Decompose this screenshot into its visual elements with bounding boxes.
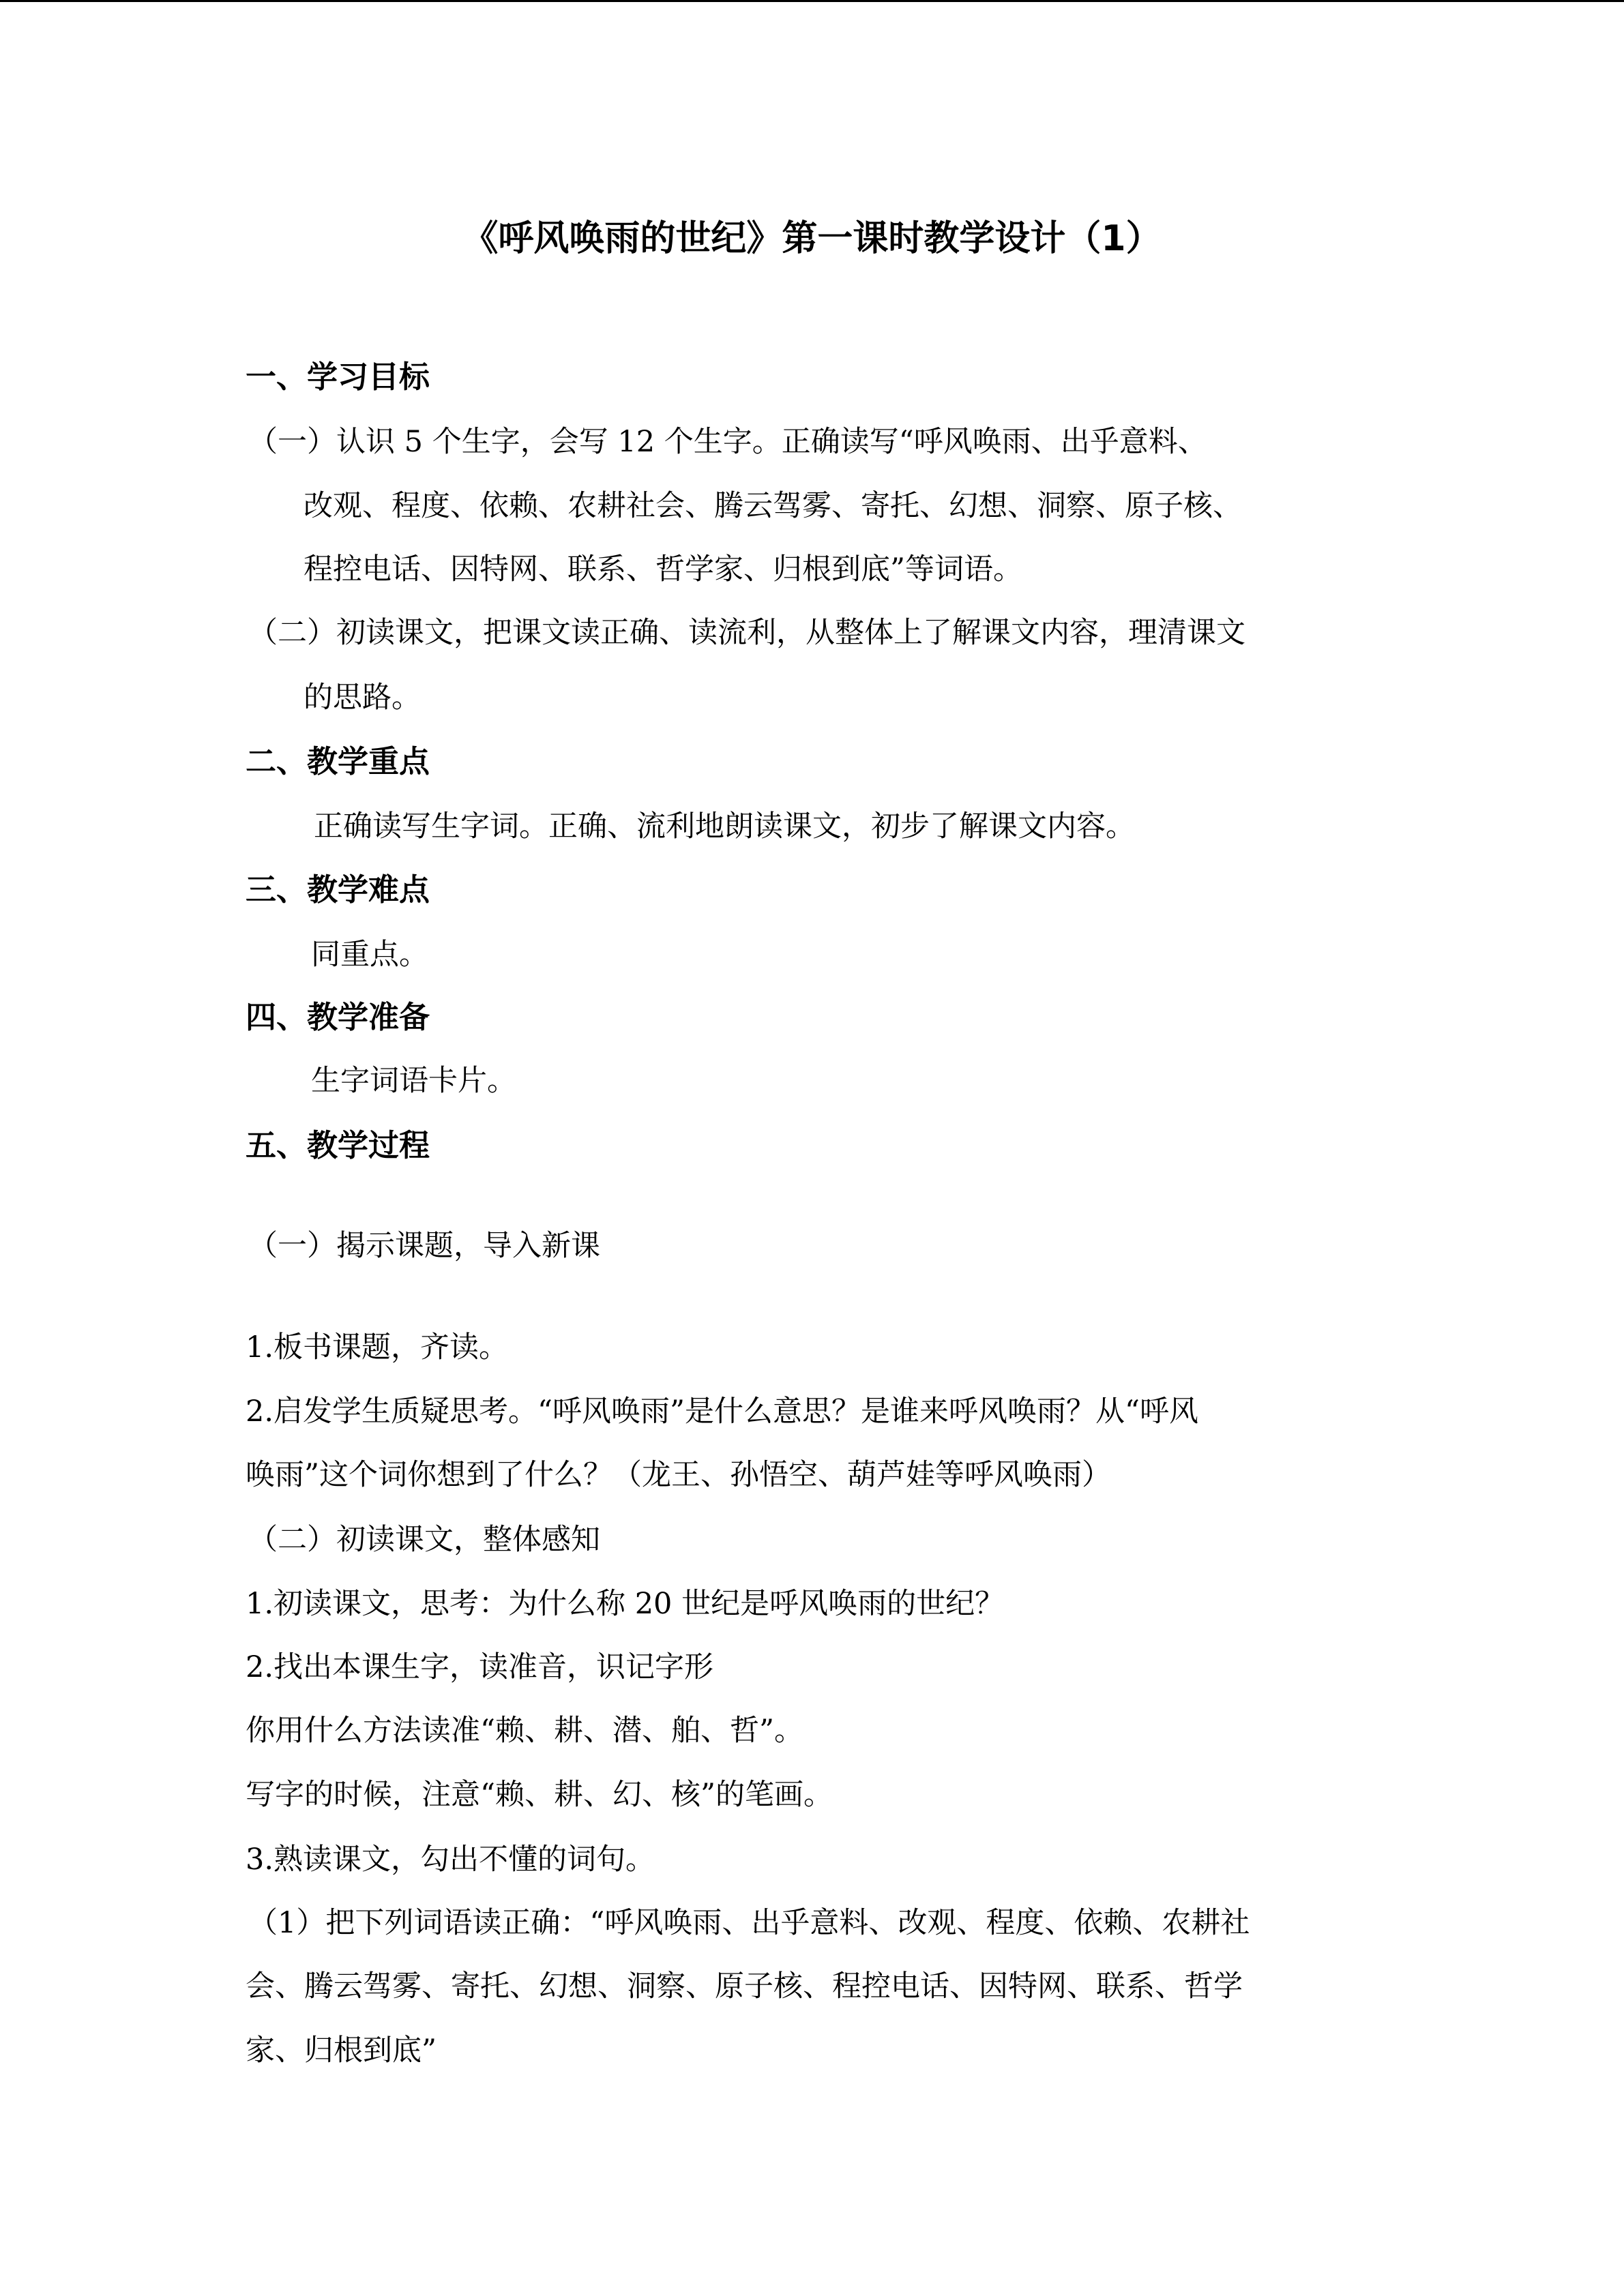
process-part-2-step-2-a: 你用什么方法读准“赖、耕、潜、舶、哲”。 xyxy=(246,1714,803,1748)
process-step-1: 1.板书课题，齐读。 xyxy=(246,1330,509,1365)
objective-1-line-2: 改观、程度、依赖、农耕社会、腾云驾雾、寄托、幻想、洞察、原子核、 xyxy=(304,489,1242,523)
key-points-text: 正确读写生字词。正确、流利地朗读课文，初步了解课文内容。 xyxy=(314,809,1135,844)
process-part-2-step-2-b: 写字的时候，注意“赖、耕、幻、核”的笔画。 xyxy=(246,1778,833,1812)
section-heading-process: 五、教学过程 xyxy=(246,1127,430,1163)
section-heading-key-points: 二、教学重点 xyxy=(246,743,430,779)
objective-1-line-3: 程控电话、因特网、联系、哲学家、归根到底”等词语。 xyxy=(304,552,1022,586)
objective-1-line-1: （一）认识 5 个生字，会写 12 个生字。正确读写“呼风唤雨、出乎意料、 xyxy=(248,425,1207,459)
difficulties-text: 同重点。 xyxy=(311,938,428,972)
process-part-2-step-3: 3.熟读课文，勾出不懂的词句。 xyxy=(246,1843,655,1877)
process-part-1-title: （一）揭示课题，导入新课 xyxy=(248,1229,600,1263)
process-step-2-line-1: 2.启发学生质疑思考。“呼风唤雨”是什么意思？是谁来呼风唤雨？从“呼风 xyxy=(246,1395,1198,1429)
process-part-2-step-1: 1.初读课文，思考：为什么称 20 世纪是呼风唤雨的世纪？ xyxy=(246,1587,1005,1621)
process-part-2-step-3-1-line-2: 会、腾云驾雾、寄托、幻想、洞察、原子核、程控电话、因特网、联系、哲学 xyxy=(246,1969,1243,2003)
process-part-2-step-2: 2.找出本课生字，读准音，识记字形 xyxy=(246,1650,714,1684)
section-heading-difficulties: 三、教学难点 xyxy=(246,871,430,908)
objective-2-line-2: 的思路。 xyxy=(304,681,421,715)
preparation-text: 生字词语卡片。 xyxy=(311,1064,516,1098)
process-part-2-step-3-1-line-1: （1）把下列词语读正确：“呼风唤雨、出乎意料、改观、程度、依赖、农耕社 xyxy=(248,1906,1250,1940)
section-heading-preparation: 四、教学准备 xyxy=(246,999,430,1035)
document-title: 《呼风唤雨的世纪》第一课时教学设计（1） xyxy=(462,218,1162,259)
process-step-2-line-2: 唤雨”这个词你想到了什么？（龙王、孙悟空、葫芦娃等呼风唤雨） xyxy=(246,1458,1111,1492)
process-part-2-step-3-1-line-3: 家、归根到底” xyxy=(246,2033,437,2068)
section-heading-objectives: 一、学习目标 xyxy=(246,359,430,395)
objective-2-line-1: （二）初读课文，把课文读正确、读流利，从整体上了解课文内容，理清课文 xyxy=(248,616,1245,650)
process-part-2-title: （二）初读课文，整体感知 xyxy=(248,1523,600,1557)
